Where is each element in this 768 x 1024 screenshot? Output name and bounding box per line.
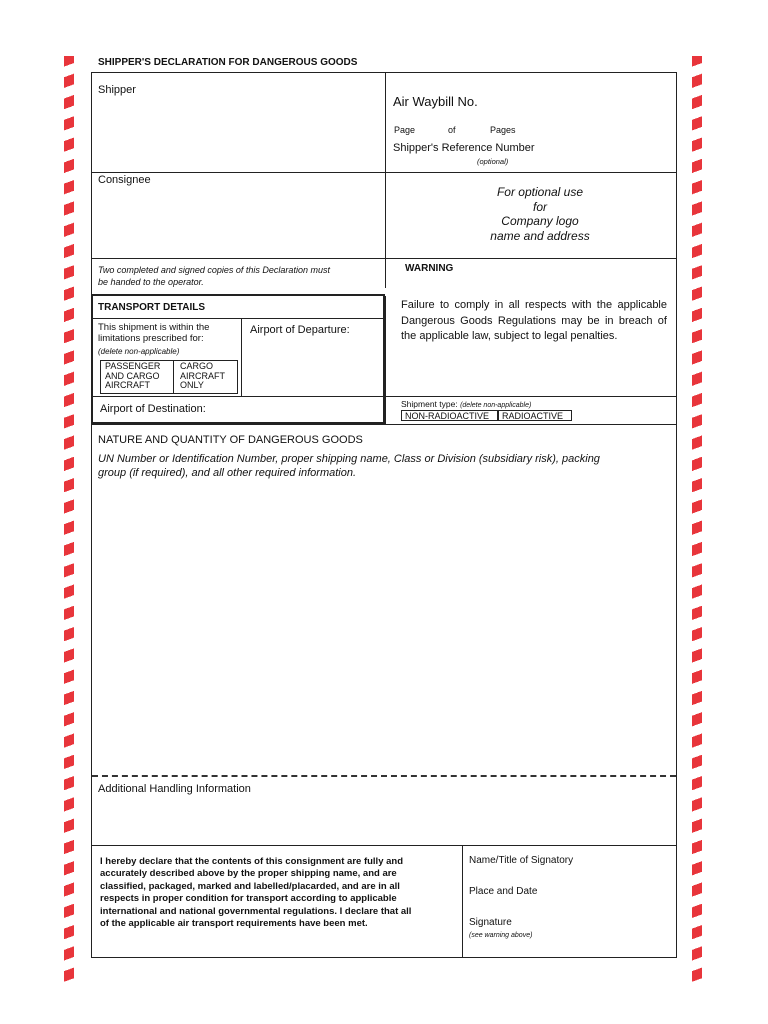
limitations-line: This shipment is within the: [98, 322, 210, 333]
nature-instructions: [98, 452, 658, 480]
aircraft-option-divider: [173, 360, 174, 394]
mid-divider: [385, 296, 386, 424]
form-title: SHIPPER'S DECLARATION FOR DANGEROUS GOODS: [98, 57, 358, 68]
shipment-type-label: Shipment type:: [401, 399, 458, 409]
radioactive-option[interactable]: RADIOACTIVE: [498, 410, 572, 421]
dangerous-goods-field[interactable]: [93, 484, 675, 772]
non-radioactive-option[interactable]: NON-RADIOACTIVE: [401, 410, 498, 421]
warning-title: WARNING: [405, 263, 454, 274]
destination-divider: [92, 396, 384, 397]
passenger-line: AIRCRAFT: [105, 380, 150, 390]
page-label: Page: [394, 125, 416, 135]
logo-line: for: [532, 199, 547, 214]
additional-handling-field[interactable]: [93, 798, 675, 842]
shipper-reference-label: Shipper's Reference Number: [393, 142, 535, 154]
air-waybill-label: Air Waybill No.: [393, 94, 478, 109]
declaration-text: [100, 856, 457, 930]
shipment-type-divider: [385, 396, 677, 397]
declaration-top-divider: [91, 845, 677, 846]
logo-line: For optional use: [496, 185, 584, 199]
shipper-field[interactable]: [93, 100, 383, 164]
passenger-line: PASSENGER: [105, 361, 161, 371]
nature-top-divider: [91, 424, 677, 425]
transport-inner-divider: [241, 318, 242, 396]
hazard-stripe-right: [692, 56, 702, 986]
limitations-line: limitations prescribed for:: [98, 332, 204, 344]
signature-label: Signature: [469, 917, 512, 928]
passenger-line: AND CARGO: [105, 370, 160, 381]
airport-destination-label: Airport of Destination:: [100, 403, 206, 415]
copies-note: [98, 264, 330, 288]
waybill-divider: [385, 172, 677, 173]
shipper-label: Shipper: [98, 84, 136, 96]
copies-note-line: Two completed and signed copies of this Declaration must: [98, 265, 330, 275]
shipment-type-text: [401, 399, 531, 409]
passenger-cargo-aircraft-option[interactable]: [105, 362, 160, 391]
declaration-divider: [462, 845, 463, 957]
consignee-field[interactable]: [93, 190, 383, 254]
cargo-line: AIRCRAFT: [180, 370, 225, 381]
copies-note-line: be handed to the operator.: [98, 277, 204, 287]
cargo-line: ONLY: [180, 380, 204, 390]
transport-details-label: TRANSPORT DETAILS: [98, 302, 206, 313]
airport-departure-label: Airport of Departure:: [250, 324, 350, 336]
optional-note: (optional): [477, 157, 509, 166]
warning-text: Failure to comply in all respects with the applicable Dangerous Goods Regulations may be in breach of the applicable law, subject to legal penalties.: [401, 299, 667, 342]
declaration-line: international and national governmental regulations. I declare that all: [100, 905, 412, 917]
shipment-type-note: (delete non-applicable): [460, 402, 532, 409]
name-title-label: Name/Title of Signatory: [469, 855, 574, 866]
nature-instructions-line: UN Number or Identification Number, proper shipping name, Class or Division (subsidiary risk), packing: [98, 453, 600, 465]
top-divider: [385, 72, 386, 288]
declaration-line: I hereby declare that the contents of this consignment are fully and: [100, 856, 404, 867]
nature-title: NATURE AND QUANTITY OF DANGEROUS GOODS: [98, 434, 363, 446]
see-warning-note: (see warning above): [469, 932, 533, 939]
logo-line: Company logo: [501, 214, 579, 228]
hazard-stripe-left: [64, 56, 74, 986]
place-date-label: Place and Date: [469, 886, 538, 897]
company-logo-area: [440, 185, 640, 243]
declaration-line: of the applicable air transport requirements have been met.: [100, 918, 368, 930]
cargo-line: CARGO: [180, 361, 214, 371]
pages-label: Pages: [490, 125, 516, 135]
additional-handling-label: Additional Handling Information: [98, 783, 251, 795]
cargo-aircraft-only-option[interactable]: [180, 362, 225, 391]
consignee-bottom-divider: [91, 258, 677, 259]
declaration-line: classified, packaged, marked and labelled/placarded, and are in all: [100, 880, 400, 892]
logo-line: name and address: [490, 228, 590, 243]
consignee-label: Consignee: [98, 174, 151, 186]
nature-instructions-line: group (if required), and all other required information.: [98, 467, 357, 479]
limitations-text: [98, 323, 209, 344]
delete-note: (delete non-applicable): [98, 347, 180, 356]
of-label: of: [448, 125, 456, 135]
dashed-divider: [92, 775, 676, 777]
declaration-line: accurately described above by the proper shipping name, and are: [100, 868, 397, 880]
shipper-consignee-divider: [91, 172, 385, 173]
transport-header-divider: [92, 318, 384, 319]
declaration-line: respects in proper condition for transport according to applicable: [100, 893, 397, 905]
